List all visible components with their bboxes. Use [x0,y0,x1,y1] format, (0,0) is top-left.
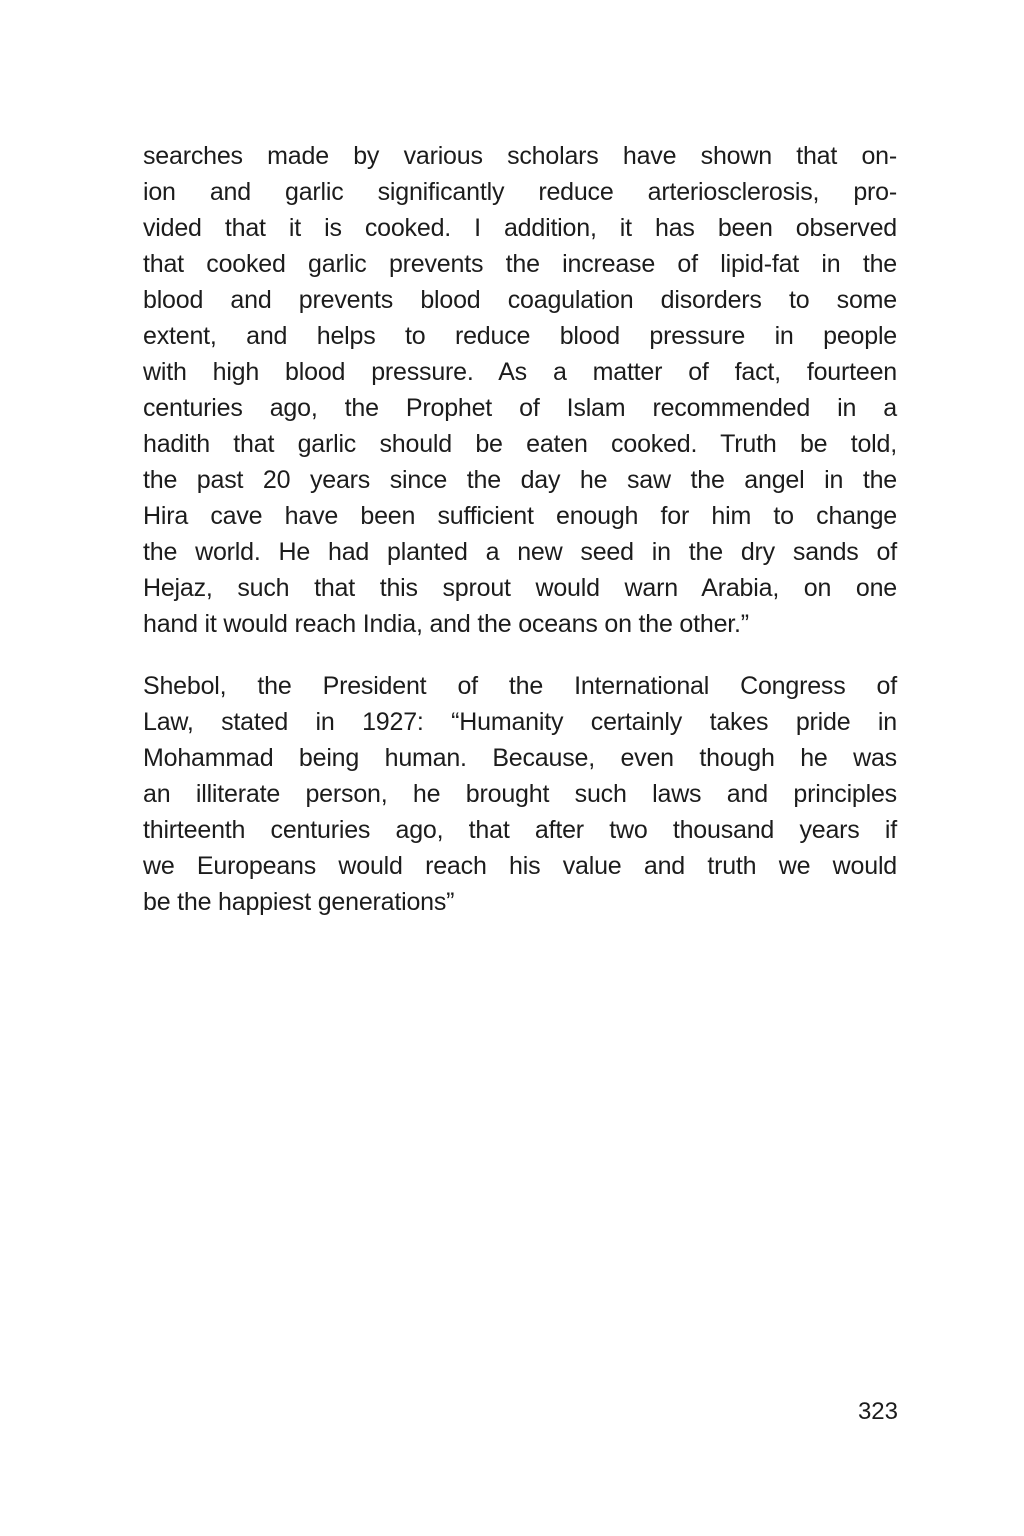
text-line: Law, stated in 1927: “Humanity certainly takes pride in [143,708,897,736]
text-line: hadith that garlic should be eaten cooked. Truth be told, [143,430,897,458]
text-line: Shebol, the President of the International Congress of [143,672,897,700]
paragraph [143,138,897,642]
text-line: be the happiest generations” [143,888,455,916]
text-line: centuries ago, the Prophet of Islam recommended in a [143,394,897,422]
text-line: hand it would reach India, and the oceans on the other.” [143,610,749,638]
text-line: the past 20 years since the day he saw the angel in the [143,466,897,494]
text-line: that cooked garlic prevents the increase of lipid-fat in the [143,250,897,278]
text-line: Mohammad being human. Because, even though he was [143,744,897,772]
text-line: vided that it is cooked. I addition, it has been observed [143,214,897,242]
text-line: ion and garlic significantly reduce arteriosclerosis, pro- [143,178,897,206]
text-line: thirteenth centuries ago, that after two thousand years if [143,816,897,844]
text-line: the world. He had planted a new seed in the dry sands of [143,538,897,566]
text-line: blood and prevents blood coagulation disorders to some [143,286,897,314]
text-line: an illiterate person, he brought such laws and principles [143,780,897,808]
text-line: Hira cave have been sufficient enough for him to change [143,502,897,530]
text-line: we Europeans would reach his value and truth we would [143,852,897,880]
text-line: searches made by various scholars have shown that on- [143,142,897,170]
text-block [143,138,897,946]
page-number: 323 [857,1398,898,1425]
text-line: extent, and helps to reduce blood pressure in people [143,322,897,350]
paragraph [143,668,897,920]
text-line: Hejaz, such that this sprout would warn Arabia, on one [143,574,897,602]
text-line: with high blood pressure. As a matter of fact, fourteen [143,358,897,386]
